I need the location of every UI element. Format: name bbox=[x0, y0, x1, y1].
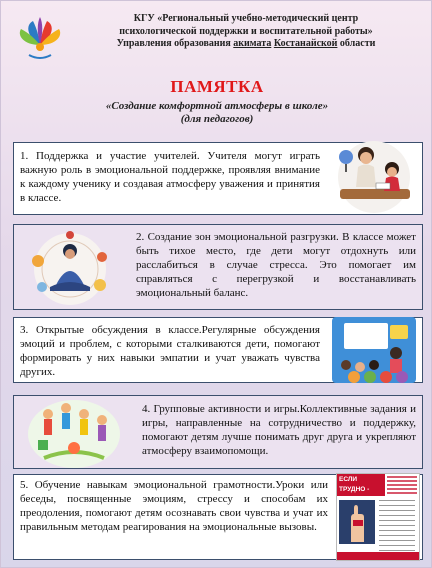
page-subtitle bbox=[1, 100, 432, 126]
poster-body-text bbox=[379, 500, 415, 552]
tip-card-4 bbox=[13, 395, 423, 469]
teacher-support-illustration bbox=[332, 135, 416, 215]
center-logo bbox=[15, 15, 65, 63]
tip-card-5 bbox=[13, 474, 423, 560]
tip-text-1: 1. Поддержка и участие учителей. Учителя могут играть важную роль в эмоциональной поддержке, проявляя внимание к каждому ученику и создавая атмосферу уважения и принятия в классе. bbox=[20, 150, 320, 204]
group-games-illustration bbox=[24, 394, 124, 470]
tip-card-2 bbox=[13, 224, 423, 310]
tip-card-1 bbox=[13, 142, 423, 215]
org-line-2: психологической поддержки и воспитательной работы» bbox=[119, 25, 373, 37]
tip-card-3 bbox=[13, 317, 423, 383]
org-line-3-b: акимата bbox=[233, 38, 272, 49]
poster-footer bbox=[337, 552, 419, 560]
tip-text-4: 4. Групповые активности и игры.Коллективные задания и игры, направленные на сотрудничество и поддержку, помогают детям лучше понимать друг друга и укрепляют атмосферу взаимопомощи. bbox=[142, 403, 416, 457]
org-line-3 bbox=[71, 38, 421, 51]
organization-name bbox=[71, 13, 421, 51]
poster-headline bbox=[337, 474, 385, 496]
tip-text-5: 5. Обучение навыкам эмоциональной грамотности.Уроки или беседы, посвященные эмоциям, стрессу и способам их преодоления, помогают детям осознавать свои чувства и учат их правильным методам реагирования на эмоциональные вызовы. bbox=[20, 479, 328, 533]
tip-text-3: 3. Открытые обсуждения в классе.Регулярные обсуждения эмоций и проблем, с которыми сталкиваются дети, помогают формировать у них навыки эмпатии и учат уважать чувства других. bbox=[20, 324, 320, 378]
page-title: ПАМЯТКА bbox=[170, 77, 264, 96]
org-line-3-a: Управления образования bbox=[116, 38, 234, 49]
header bbox=[1, 1, 432, 71]
org-line-3-d: Костанайской bbox=[273, 38, 338, 49]
helpline-poster bbox=[336, 473, 420, 561]
org-line-1: КГУ «Региональный учебно-методический центр bbox=[133, 13, 359, 24]
poster-headline-1: ЕСЛИ ТРУДНО - bbox=[339, 476, 370, 493]
org-line-3-e: области bbox=[337, 38, 376, 49]
poster-small-print bbox=[387, 476, 417, 496]
classroom-discussion-illustration bbox=[330, 313, 418, 387]
subtitle-line-1: «Создание комфортной атмосферы в школе» bbox=[105, 100, 329, 112]
relaxation-zone-illustration bbox=[20, 227, 120, 307]
subtitle-line-2: (для педагогов) bbox=[180, 113, 254, 125]
tip-text-2: 2. Создание зон эмоциональной разгрузки. В классе может быть тихое место, где дети могут отдохнуть или расслабиться в случае стресса. Это помогает им справляться с перегрузкой и восстанавливать эмоциональный баланс. bbox=[136, 231, 416, 299]
hand-icon bbox=[341, 502, 373, 542]
